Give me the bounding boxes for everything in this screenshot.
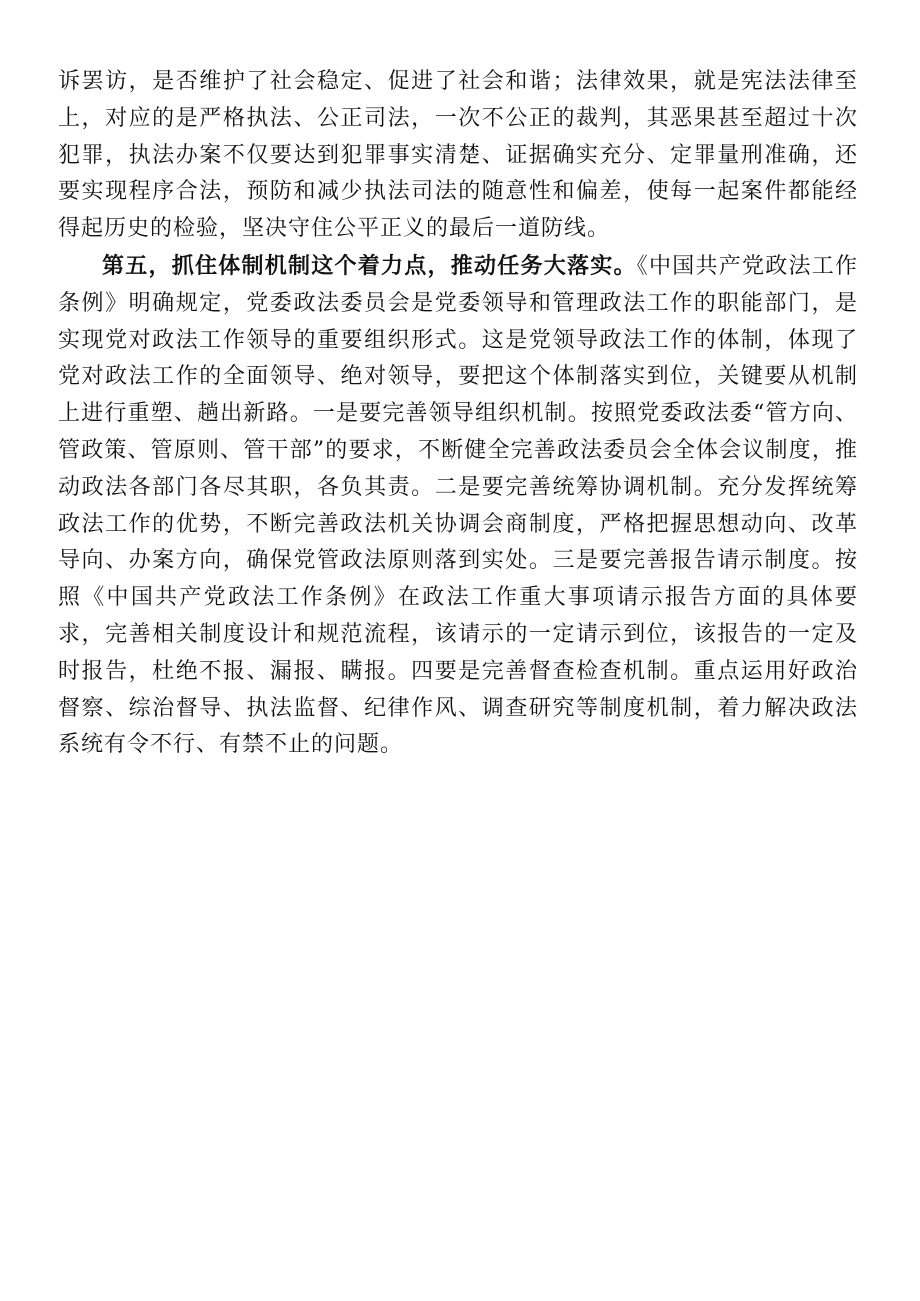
document-page [58, 64, 858, 764]
paragraph-heading: 第五，抓住体制机制这个着力点，推动任务大落实。 [102, 252, 637, 279]
paragraph-continuation: 诉罢访，是否维护了社会稳定、促进了社会和谐；法律效果，就是宪法法律至上，对应的是严格执法、公正司法，一次不公正的裁判，其恶果甚至超过十次犯罪，执法办案不仅要达到犯罪事实清楚、证据确实充分、定罪量刑准确，还要实现程序合法，预防和减少执法司法的随意性和偏差，使每一起案件都能经得起历史的检验，坚决守住公平正义的最后一道防线。 [58, 69, 858, 242]
paragraph-body: 《中国共产党政法工作条例》明确规定，党委政法委员会是党委领导和管理政法工作的职能部门，是实现党对政法工作领导的重要组织形式。这是党领导政法工作的体制，体现了党对政法工作的全面领导、绝对领导，要把这个体制落实到位，关键要从机制上进行重塑、趟出新路。一是要完善领导组织机制。按照党委政法委“管方向、管政策、管原则、管干部”的要求，不断健全完善政法委员会全体会议制度，推动政法各部门各尽其职，各负其责。二是要完善统筹协调机制。充分发挥统筹政法工作的优势，不断完善政法机关协调会商制度，严格把握思想动向、改革导向、办案方向，确保党管政法原则落到实处。三是要完善报告请示制度。按照《中国共产党政法工作条例》在政法工作重大事项请示报告方面的具体要求，完善相关制度设计和规范流程，该请示的一定请示到位，该报告的一定及时报告，杜绝不报、漏报、瞒报。四要是完善督查检查机制。重点运用好政治督察、综治督导、执法监督、纪律作风、调查研究等制度机制，着力解决政法系统有令不行、有禁不止的问题。 [58, 253, 858, 758]
paragraph-fifth-point [58, 248, 858, 764]
